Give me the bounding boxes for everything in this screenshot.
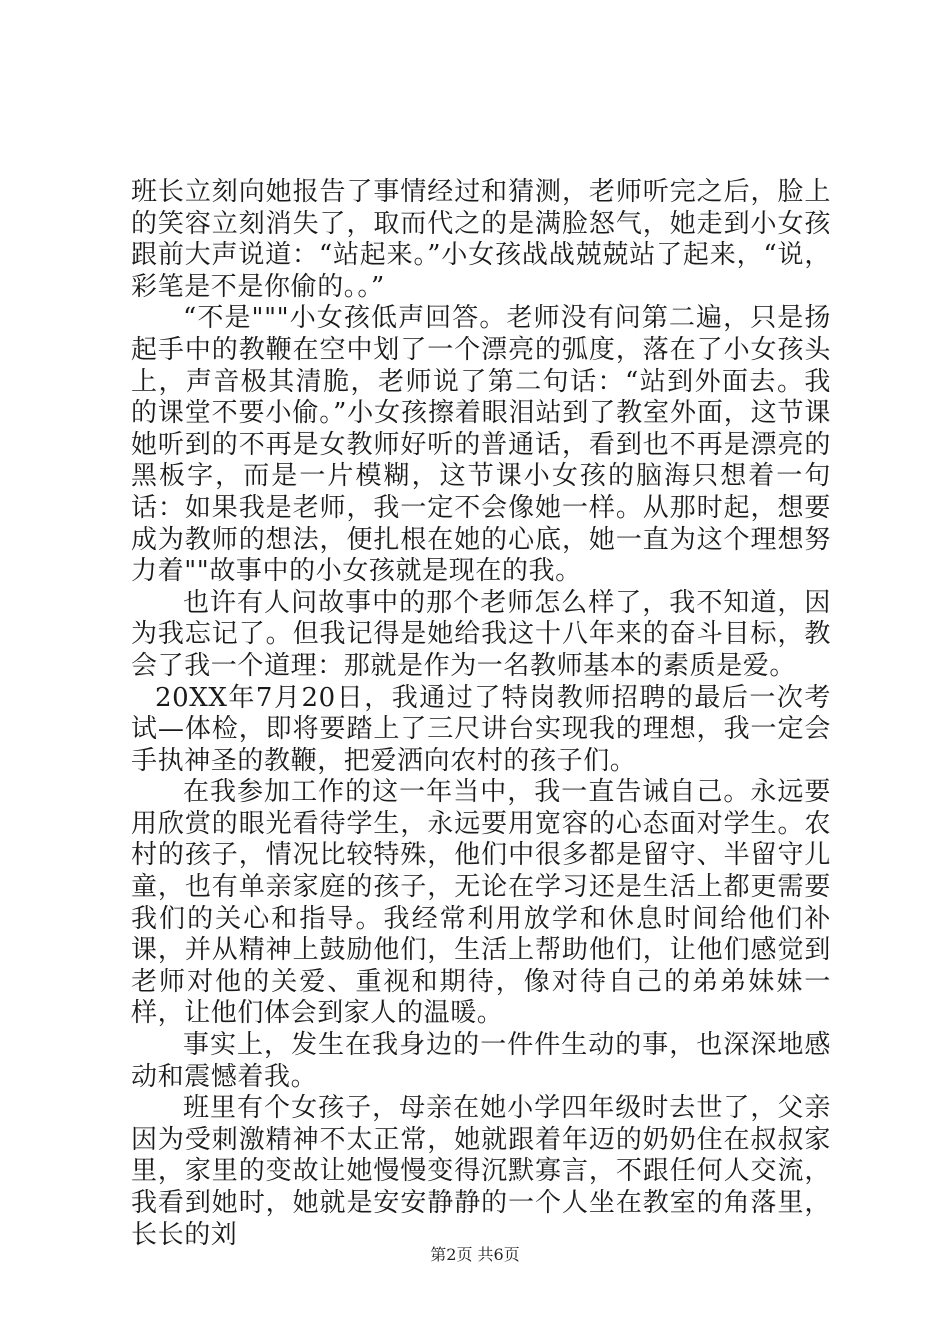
paragraph-3: 也许有人问故事中的那个老师怎么样了，我不知道，因为我忘记了。但我记得是她给我这十八年来的奋斗目标，教会了我一个道理：那就是作为一名教师基本的素质是爱。 xyxy=(131,587,831,681)
paragraph-2: “不是"""小女孩低声回答。老师没有问第二遍，只是扬起手中的教鞭在空中划了一个漂亮的弧度，落在了小女孩头上，声音极其清脆，老师说了第二句话：“站到外面去。我的课堂不要小偷。”小女孩擦着眼泪站到了教室外面，这节课她听到的不再是女教师好听的普通话，看到也不再是漂亮的黑板字，而是一片模糊，这节课小女孩的脑海只想着一句话：如果我是老师，我一定不会像她一样。从那时起，想要成为教师的想法，便扎根在她的心底，她一直为这个理想努力着""故事中的小女孩就是现在的我。 xyxy=(131,303,831,587)
paragraph-1: 班长立刻向她报告了事情经过和猜测，老师听完之后，脸上的笑容立刻消失了，取而代之的是满脸怒气，她走到小女孩跟前大声说道：“站起来。”小女孩战战兢兢站了起来，“说，彩笔是不是你偷的。。” xyxy=(131,177,831,302)
paragraph-6: 事实上，发生在我身边的一件件生动的事，也深深地感动和震憾着我。 xyxy=(131,1030,831,1092)
paragraph-4: 20XX年7月20日，我通过了特岗教师招聘的最后一次考试—体检，即将要踏上了三尺讲台实现我的理想，我一定会手执神圣的教鞭，把爱洒向农村的孩子们。 xyxy=(131,682,831,776)
paragraph-5: 在我参加工作的这一年当中，我一直告诫自己。永远要用欣赏的眼光看待学生，永远要用宽容的心态面对学生。农村的孩子，情况比较特殊，他们中很多都是留守、半留守儿童，也有单亲家庭的孩子，无论在学习还是生活上都更需要我们的关心和指导。我经常利用放学和休息时间给他们补课，并从精神上鼓励他们，生活上帮助他们，让他们感觉到老师对他的关爱、重视和期待，像对待自己的弟弟妹妹一样，让他们体会到家人的温暖。 xyxy=(131,777,831,1029)
page-number-footer: 第2页 共6页 xyxy=(430,1245,520,1264)
document-body xyxy=(131,177,831,1251)
paragraph-7: 班里有个女孩子，母亲在她小学四年级时去世了，父亲因为受刺激精神不太正常，她就跟着年迈的奶奶住在叔叔家里，家里的变故让她慢慢变得沉默寡言，不跟任何人交流，我看到她时，她就是安安静静的一个人坐在教室的角落里，长长的刘 xyxy=(131,1093,831,1250)
